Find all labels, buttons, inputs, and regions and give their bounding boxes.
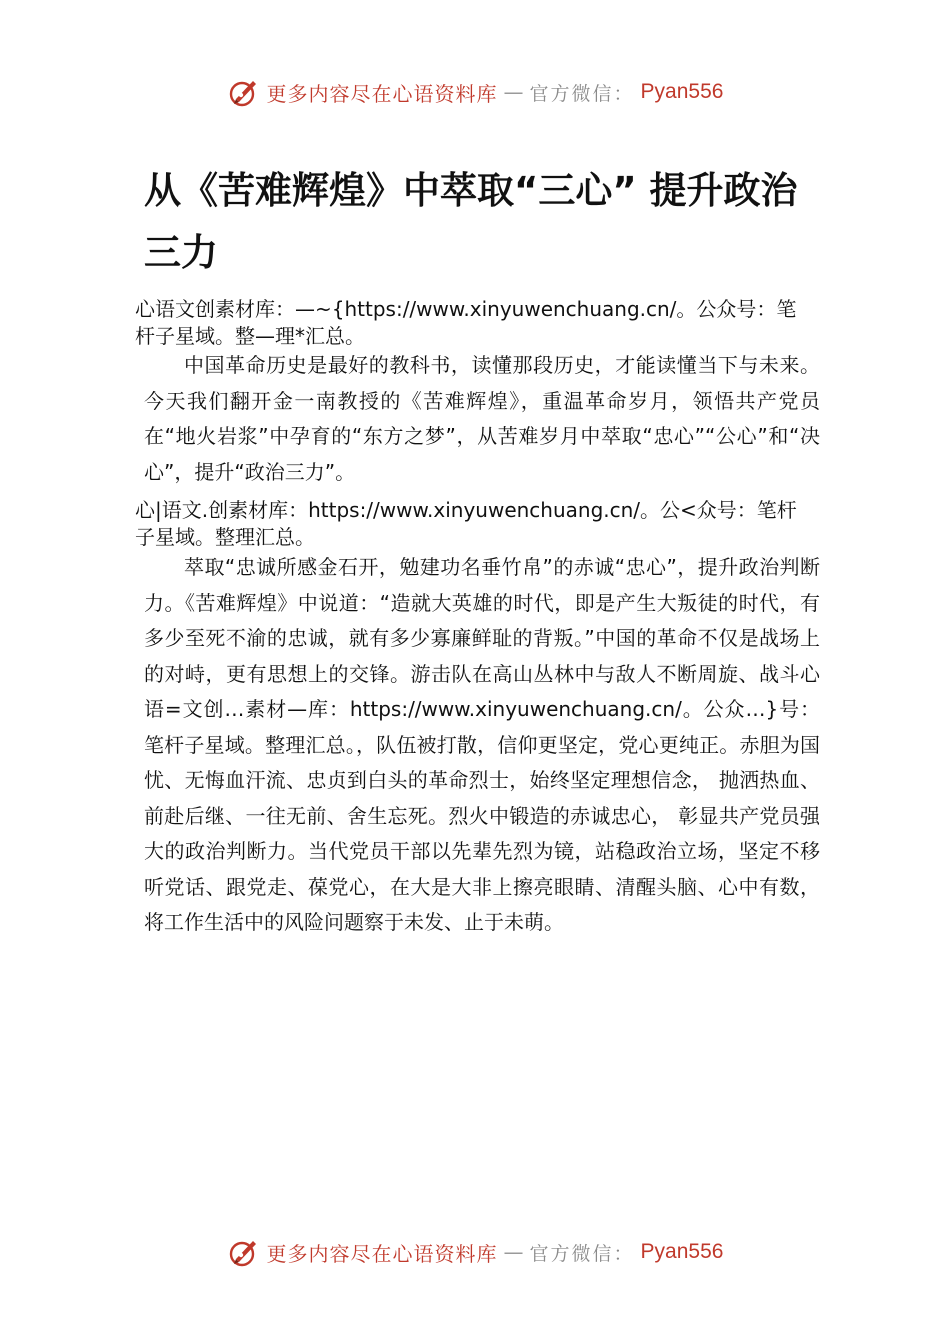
- banner-main-text: 更多内容尽在心语资料库: [266, 81, 498, 106]
- banner-separator: —: [503, 1240, 524, 1264]
- pen-logo-icon: [227, 1235, 261, 1269]
- pen-logo-icon: [227, 75, 261, 109]
- banner-wechat-id: Pyan556: [640, 1240, 724, 1263]
- body-paragraph: 萃取“忠诚所感金石开，勉建功名垂竹帛”的赤诚“忠心”，提升政治判断力。《苦难辉煌》中说道：“造就大英雄的时代，即是产生大叛徒的时代，有多少至死不渝的忠诚，就有多少寡廉鲜耻的背叛。”中国的革命不仅是战场上的对峙，更有思想上的交锋。游击队在高山丛林中与敌人不断周旋、战斗心语=文创…素材—库：https://www.xinyuwenchuang.cn/。公众…}号：笔杆子星域。整理汇总。，队伍被打散，信仰更坚定，党心更纯正。赤胆为国忧、无悔血汗流、忠贞到白头的革命烈士，始终坚定理想信念， 抛洒热血、前赴后继、一往无前、舍生忘死。烈火中锻造的赤诚忠心， 彰显共产党员强大的政治判断力。当代党员干部以先辈先烈为镜，站稳政治立场，坚定不移听党话、跟党走、葆党心，在大是大非上擦亮眼睛、清醒头脑、心中有数，将工作生活中的风险问题察于未发、止于未萌。: [144, 555, 820, 934]
- article-title: 从《苦难辉煌》中萃取“三心” 提升政治三力: [144, 169, 798, 274]
- body-paragraph: 中国革命历史是最好的教科书，读懂那段历史，才能读懂当下与未来。今天我们翻开金一南教授的《苦难辉煌》，重温革命岁月，领悟共产党员在“地火岩浆”中孕育的“东方之梦”，从苦难岁月中萃取“忠心”“公心”和“决心”，提升“政治三力”。: [144, 353, 820, 484]
- watermark-line: 心|语文.创素材库：https://www.xinyuwenchuang.cn/。公<众号：笔杆子星域。整理汇总。: [135, 498, 797, 549]
- watermark-line: 心语文创素材库：—~{https://www.xinyuwenchuang.cn/。公众号：笔杆子星域。整—理*汇总。: [135, 297, 797, 348]
- banner-content: [227, 1235, 724, 1269]
- banner-wechat-label: 官方微信：: [529, 82, 635, 105]
- banner-wechat-label: 官方微信：: [529, 1242, 635, 1265]
- banner-wechat-id: Pyan556: [640, 80, 724, 103]
- footer-banner: [0, 1232, 950, 1272]
- header-banner: [0, 72, 950, 112]
- banner-main-text: 更多内容尽在心语资料库: [266, 1241, 498, 1266]
- banner-content: [227, 75, 724, 109]
- banner-separator: —: [503, 80, 524, 104]
